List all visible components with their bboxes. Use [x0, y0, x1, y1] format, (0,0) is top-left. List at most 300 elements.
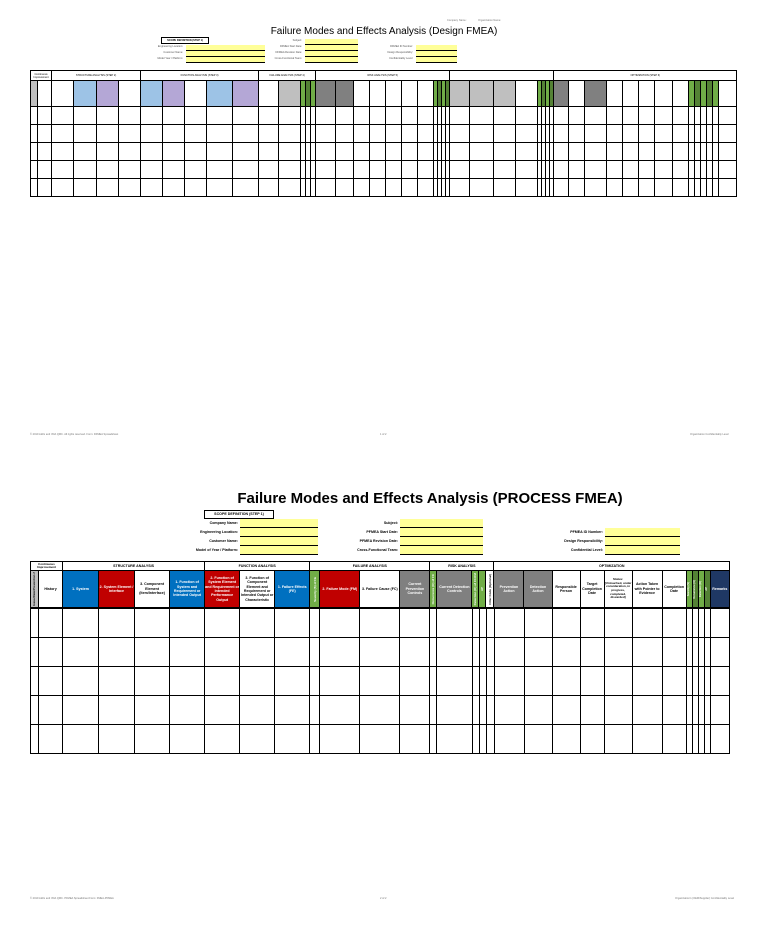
- table-cell[interactable]: [370, 143, 386, 161]
- table-cell[interactable]: [437, 667, 472, 696]
- table-cell[interactable]: [38, 143, 52, 161]
- table-cell[interactable]: [163, 161, 185, 179]
- table-cell[interactable]: [662, 638, 686, 667]
- table-cell[interactable]: [655, 125, 673, 143]
- table-cell[interactable]: [316, 143, 336, 161]
- table-cell[interactable]: [185, 143, 207, 161]
- table-cell[interactable]: [63, 725, 99, 754]
- table-cell[interactable]: [524, 638, 552, 667]
- table-cell[interactable]: [516, 107, 538, 125]
- table-cell[interactable]: [623, 179, 639, 197]
- table-cell[interactable]: [604, 667, 632, 696]
- company-name-field[interactable]: [240, 519, 318, 528]
- table-cell[interactable]: [710, 667, 729, 696]
- table-cell[interactable]: [552, 667, 580, 696]
- table-cell[interactable]: [607, 143, 623, 161]
- table-cell[interactable]: [554, 143, 569, 161]
- table-cell[interactable]: [135, 696, 170, 725]
- table-cell[interactable]: [310, 696, 320, 725]
- table-cell[interactable]: [386, 179, 402, 197]
- table-cell[interactable]: [279, 179, 301, 197]
- table-cell[interactable]: [673, 125, 689, 143]
- table-cell[interactable]: [402, 179, 418, 197]
- table-cell[interactable]: [52, 125, 74, 143]
- table-cell[interactable]: [516, 161, 538, 179]
- table-cell[interactable]: [259, 143, 279, 161]
- table-cell[interactable]: [639, 107, 655, 125]
- table-cell[interactable]: [450, 125, 470, 143]
- table-cell[interactable]: [632, 725, 662, 754]
- table-cell[interactable]: [38, 125, 52, 143]
- table-cell[interactable]: [119, 143, 141, 161]
- table-cell[interactable]: [604, 638, 632, 667]
- table-cell[interactable]: [623, 125, 639, 143]
- table-cell[interactable]: [710, 609, 729, 638]
- table-cell[interactable]: [418, 161, 434, 179]
- table-cell[interactable]: [320, 667, 360, 696]
- table-cell[interactable]: [580, 725, 604, 754]
- table-cell[interactable]: [623, 143, 639, 161]
- table-cell[interactable]: [418, 125, 434, 143]
- table-cell[interactable]: [170, 725, 205, 754]
- table-cell[interactable]: [141, 125, 163, 143]
- table-cell[interactable]: [31, 638, 39, 667]
- table-cell[interactable]: [99, 609, 135, 638]
- confidentiality-field[interactable]: [605, 546, 680, 555]
- table-cell[interactable]: [310, 609, 320, 638]
- table-cell[interactable]: [662, 725, 686, 754]
- table-cell[interactable]: [554, 161, 569, 179]
- table-cell[interactable]: [719, 161, 737, 179]
- table-cell[interactable]: [639, 143, 655, 161]
- table-cell[interactable]: [163, 125, 185, 143]
- table-cell[interactable]: [119, 107, 141, 125]
- table-cell[interactable]: [673, 107, 689, 125]
- table-cell[interactable]: [74, 179, 97, 197]
- table-cell[interactable]: [354, 143, 370, 161]
- table-cell[interactable]: [63, 609, 99, 638]
- table-cell[interactable]: [479, 696, 486, 725]
- table-cell[interactable]: [370, 125, 386, 143]
- table-cell[interactable]: [170, 667, 205, 696]
- table-cell[interactable]: [402, 107, 418, 125]
- table-cell[interactable]: [316, 125, 336, 143]
- table-cell[interactable]: [336, 179, 354, 197]
- table-cell[interactable]: [170, 638, 205, 667]
- confidentiality-field[interactable]: [416, 57, 457, 63]
- table-cell[interactable]: [418, 107, 434, 125]
- table-cell[interactable]: [370, 107, 386, 125]
- table-cell[interactable]: [494, 638, 524, 667]
- table-cell[interactable]: [310, 638, 320, 667]
- table-cell[interactable]: [402, 161, 418, 179]
- table-cell[interactable]: [386, 107, 402, 125]
- table-cell[interactable]: [336, 107, 354, 125]
- table-cell[interactable]: [99, 696, 135, 725]
- table-cell[interactable]: [585, 161, 607, 179]
- table-cell[interactable]: [569, 161, 585, 179]
- table-cell[interactable]: [604, 609, 632, 638]
- table-cell[interactable]: [450, 143, 470, 161]
- table-cell[interactable]: [279, 161, 301, 179]
- table-cell[interactable]: [639, 125, 655, 143]
- table-cell[interactable]: [719, 107, 737, 125]
- table-cell[interactable]: [38, 107, 52, 125]
- table-cell[interactable]: [31, 725, 39, 754]
- table-cell[interactable]: [516, 143, 538, 161]
- table-cell[interactable]: [163, 107, 185, 125]
- table-cell[interactable]: [552, 725, 580, 754]
- table-cell[interactable]: [74, 143, 97, 161]
- table-cell[interactable]: [662, 696, 686, 725]
- table-cell[interactable]: [524, 696, 552, 725]
- table-cell[interactable]: [552, 609, 580, 638]
- table-cell[interactable]: [552, 638, 580, 667]
- table-cell[interactable]: [207, 161, 233, 179]
- table-cell[interactable]: [607, 179, 623, 197]
- table-cell[interactable]: [604, 696, 632, 725]
- table-cell[interactable]: [494, 696, 524, 725]
- table-cell[interactable]: [52, 179, 74, 197]
- table-cell[interactable]: [354, 161, 370, 179]
- table-cell[interactable]: [279, 125, 301, 143]
- table-cell[interactable]: [336, 161, 354, 179]
- table-cell[interactable]: [320, 609, 360, 638]
- table-cell[interactable]: [552, 696, 580, 725]
- table-cell[interactable]: [623, 161, 639, 179]
- table-cell[interactable]: [240, 725, 275, 754]
- table-cell[interactable]: [207, 125, 233, 143]
- team-field[interactable]: [400, 546, 483, 555]
- table-cell[interactable]: [135, 667, 170, 696]
- table-cell[interactable]: [275, 609, 310, 638]
- table-cell[interactable]: [99, 725, 135, 754]
- table-cell[interactable]: [580, 696, 604, 725]
- table-cell[interactable]: [673, 179, 689, 197]
- table-cell[interactable]: [119, 179, 141, 197]
- table-cell[interactable]: [279, 107, 301, 125]
- table-cell[interactable]: [470, 107, 494, 125]
- table-cell[interactable]: [569, 107, 585, 125]
- table-cell[interactable]: [402, 143, 418, 161]
- model-year-field[interactable]: [186, 57, 265, 63]
- table-cell[interactable]: [205, 725, 240, 754]
- table-cell[interactable]: [259, 161, 279, 179]
- table-cell[interactable]: [31, 107, 38, 125]
- table-cell[interactable]: [141, 143, 163, 161]
- table-cell[interactable]: [185, 161, 207, 179]
- table-cell[interactable]: [710, 696, 729, 725]
- table-cell[interactable]: [639, 179, 655, 197]
- table-cell[interactable]: [554, 179, 569, 197]
- table-cell[interactable]: [233, 107, 259, 125]
- table-cell[interactable]: [470, 161, 494, 179]
- table-cell[interactable]: [320, 696, 360, 725]
- model-year-field[interactable]: [240, 546, 318, 555]
- table-cell[interactable]: [233, 179, 259, 197]
- table-cell[interactable]: [207, 107, 233, 125]
- table-cell[interactable]: [170, 609, 205, 638]
- table-cell[interactable]: [479, 609, 486, 638]
- table-cell[interactable]: [479, 638, 486, 667]
- table-cell[interactable]: [494, 107, 516, 125]
- table-cell[interactable]: [360, 725, 400, 754]
- table-cell[interactable]: [163, 179, 185, 197]
- table-cell[interactable]: [360, 638, 400, 667]
- table-cell[interactable]: [207, 179, 233, 197]
- table-cell[interactable]: [52, 107, 74, 125]
- table-cell[interactable]: [662, 667, 686, 696]
- team-field[interactable]: [305, 57, 358, 63]
- table-cell[interactable]: [275, 667, 310, 696]
- table-cell[interactable]: [205, 638, 240, 667]
- table-cell[interactable]: [39, 725, 63, 754]
- table-cell[interactable]: [38, 161, 52, 179]
- table-cell[interactable]: [450, 107, 470, 125]
- table-cell[interactable]: [655, 161, 673, 179]
- table-cell[interactable]: [632, 667, 662, 696]
- table-cell[interactable]: [97, 143, 119, 161]
- table-cell[interactable]: [569, 143, 585, 161]
- table-cell[interactable]: [240, 609, 275, 638]
- table-cell[interactable]: [516, 125, 538, 143]
- table-cell[interactable]: [74, 107, 97, 125]
- table-cell[interactable]: [185, 107, 207, 125]
- table-cell[interactable]: [354, 179, 370, 197]
- subject-field[interactable]: [400, 519, 483, 528]
- table-cell[interactable]: [580, 638, 604, 667]
- table-cell[interactable]: [639, 161, 655, 179]
- table-cell[interactable]: [655, 107, 673, 125]
- table-cell[interactable]: [430, 667, 437, 696]
- table-cell[interactable]: [354, 125, 370, 143]
- table-cell[interactable]: [472, 667, 479, 696]
- table-cell[interactable]: [470, 143, 494, 161]
- table-cell[interactable]: [494, 725, 524, 754]
- design-responsibility-field[interactable]: [605, 537, 680, 546]
- table-cell[interactable]: [63, 638, 99, 667]
- table-cell[interactable]: [486, 725, 494, 754]
- table-cell[interactable]: [205, 609, 240, 638]
- table-cell[interactable]: [141, 161, 163, 179]
- table-cell[interactable]: [437, 725, 472, 754]
- table-cell[interactable]: [74, 125, 97, 143]
- table-cell[interactable]: [437, 696, 472, 725]
- table-cell[interactable]: [569, 179, 585, 197]
- table-cell[interactable]: [31, 179, 38, 197]
- table-cell[interactable]: [135, 609, 170, 638]
- table-cell[interactable]: [472, 696, 479, 725]
- table-cell[interactable]: [39, 638, 63, 667]
- table-cell[interactable]: [569, 125, 585, 143]
- table-cell[interactable]: [97, 125, 119, 143]
- table-cell[interactable]: [437, 638, 472, 667]
- table-cell[interactable]: [275, 725, 310, 754]
- table-cell[interactable]: [673, 161, 689, 179]
- table-cell[interactable]: [516, 179, 538, 197]
- table-cell[interactable]: [63, 696, 99, 725]
- table-cell[interactable]: [604, 725, 632, 754]
- table-cell[interactable]: [99, 638, 135, 667]
- table-cell[interactable]: [310, 667, 320, 696]
- table-cell[interactable]: [400, 725, 430, 754]
- table-cell[interactable]: [31, 143, 38, 161]
- table-cell[interactable]: [97, 161, 119, 179]
- table-cell[interactable]: [437, 609, 472, 638]
- table-cell[interactable]: [240, 667, 275, 696]
- table-cell[interactable]: [310, 725, 320, 754]
- table-cell[interactable]: [240, 638, 275, 667]
- table-cell[interactable]: [233, 125, 259, 143]
- table-cell[interactable]: [259, 179, 279, 197]
- table-cell[interactable]: [470, 125, 494, 143]
- table-cell[interactable]: [580, 667, 604, 696]
- table-cell[interactable]: [400, 667, 430, 696]
- table-cell[interactable]: [39, 609, 63, 638]
- table-cell[interactable]: [141, 179, 163, 197]
- table-cell[interactable]: [524, 609, 552, 638]
- table-cell[interactable]: [632, 638, 662, 667]
- table-cell[interactable]: [494, 667, 524, 696]
- table-cell[interactable]: [623, 107, 639, 125]
- table-cell[interactable]: [472, 609, 479, 638]
- table-cell[interactable]: [632, 609, 662, 638]
- table-cell[interactable]: [31, 125, 38, 143]
- table-cell[interactable]: [418, 179, 434, 197]
- table-cell[interactable]: [524, 725, 552, 754]
- table-cell[interactable]: [39, 667, 63, 696]
- table-cell[interactable]: [259, 107, 279, 125]
- table-cell[interactable]: [585, 125, 607, 143]
- table-cell[interactable]: [119, 161, 141, 179]
- table-cell[interactable]: [430, 609, 437, 638]
- table-cell[interactable]: [370, 179, 386, 197]
- table-cell[interactable]: [585, 143, 607, 161]
- table-cell[interactable]: [655, 179, 673, 197]
- pfmea-id-field[interactable]: [605, 528, 680, 537]
- table-cell[interactable]: [710, 725, 729, 754]
- table-cell[interactable]: [580, 609, 604, 638]
- table-cell[interactable]: [205, 667, 240, 696]
- table-cell[interactable]: [31, 609, 39, 638]
- table-cell[interactable]: [316, 179, 336, 197]
- table-cell[interactable]: [479, 725, 486, 754]
- engineering-location-field[interactable]: [240, 528, 318, 537]
- table-cell[interactable]: [430, 725, 437, 754]
- table-cell[interactable]: [494, 161, 516, 179]
- table-cell[interactable]: [524, 667, 552, 696]
- table-cell[interactable]: [607, 107, 623, 125]
- table-cell[interactable]: [39, 696, 63, 725]
- table-cell[interactable]: [97, 179, 119, 197]
- table-cell[interactable]: [472, 725, 479, 754]
- table-cell[interactable]: [719, 179, 737, 197]
- table-cell[interactable]: [386, 161, 402, 179]
- table-cell[interactable]: [494, 179, 516, 197]
- table-cell[interactable]: [710, 638, 729, 667]
- table-cell[interactable]: [486, 696, 494, 725]
- table-cell[interactable]: [233, 161, 259, 179]
- table-cell[interactable]: [163, 143, 185, 161]
- table-cell[interactable]: [336, 125, 354, 143]
- table-cell[interactable]: [316, 107, 336, 125]
- table-cell[interactable]: [320, 638, 360, 667]
- table-cell[interactable]: [607, 161, 623, 179]
- table-cell[interactable]: [662, 609, 686, 638]
- table-cell[interactable]: [63, 667, 99, 696]
- table-cell[interactable]: [430, 696, 437, 725]
- table-cell[interactable]: [486, 609, 494, 638]
- table-cell[interactable]: [31, 696, 39, 725]
- table-cell[interactable]: [38, 179, 52, 197]
- table-cell[interactable]: [486, 667, 494, 696]
- table-cell[interactable]: [135, 725, 170, 754]
- table-cell[interactable]: [486, 638, 494, 667]
- table-cell[interactable]: [279, 143, 301, 161]
- table-cell[interactable]: [430, 638, 437, 667]
- table-cell[interactable]: [472, 638, 479, 667]
- table-cell[interactable]: [632, 696, 662, 725]
- table-cell[interactable]: [554, 125, 569, 143]
- table-cell[interactable]: [31, 667, 39, 696]
- table-cell[interactable]: [450, 161, 470, 179]
- start-date-field[interactable]: [400, 528, 483, 537]
- table-cell[interactable]: [185, 125, 207, 143]
- table-cell[interactable]: [479, 667, 486, 696]
- table-cell[interactable]: [400, 609, 430, 638]
- table-cell[interactable]: [205, 696, 240, 725]
- table-cell[interactable]: [320, 725, 360, 754]
- table-cell[interactable]: [336, 143, 354, 161]
- table-cell[interactable]: [259, 125, 279, 143]
- table-cell[interactable]: [185, 179, 207, 197]
- table-cell[interactable]: [99, 667, 135, 696]
- table-cell[interactable]: [585, 179, 607, 197]
- table-cell[interactable]: [470, 179, 494, 197]
- table-cell[interactable]: [354, 107, 370, 125]
- table-cell[interactable]: [74, 161, 97, 179]
- table-cell[interactable]: [450, 179, 470, 197]
- table-cell[interactable]: [386, 143, 402, 161]
- table-cell[interactable]: [494, 143, 516, 161]
- table-cell[interactable]: [31, 161, 38, 179]
- table-cell[interactable]: [360, 667, 400, 696]
- table-cell[interactable]: [275, 696, 310, 725]
- table-cell[interactable]: [207, 143, 233, 161]
- table-cell[interactable]: [494, 609, 524, 638]
- table-cell[interactable]: [418, 143, 434, 161]
- table-cell[interactable]: [386, 125, 402, 143]
- table-cell[interactable]: [135, 638, 170, 667]
- revision-date-field[interactable]: [400, 537, 483, 546]
- table-cell[interactable]: [275, 638, 310, 667]
- table-cell[interactable]: [233, 143, 259, 161]
- table-cell[interactable]: [400, 638, 430, 667]
- table-cell[interactable]: [494, 125, 516, 143]
- table-cell[interactable]: [370, 161, 386, 179]
- table-cell[interactable]: [655, 143, 673, 161]
- table-cell[interactable]: [170, 696, 205, 725]
- table-cell[interactable]: [97, 107, 119, 125]
- table-cell[interactable]: [52, 161, 74, 179]
- table-cell[interactable]: [360, 609, 400, 638]
- customer-name-field[interactable]: [240, 537, 318, 546]
- table-cell[interactable]: [673, 143, 689, 161]
- table-cell[interactable]: [607, 125, 623, 143]
- table-cell[interactable]: [585, 107, 607, 125]
- table-cell[interactable]: [316, 161, 336, 179]
- table-cell[interactable]: [52, 143, 74, 161]
